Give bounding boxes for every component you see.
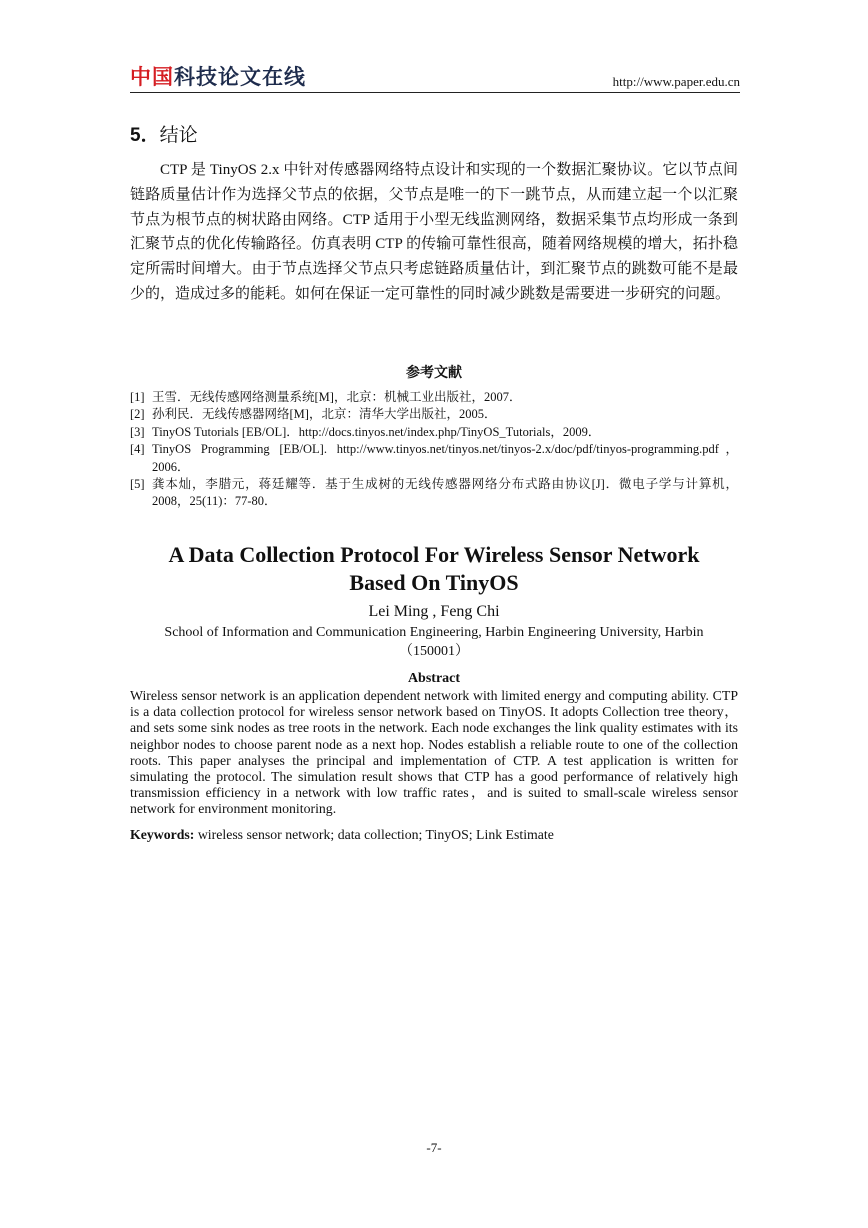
- header-url[interactable]: http://www.paper.edu.cn: [612, 74, 740, 89]
- keywords-line: [130, 826, 738, 843]
- reference-number: [1]: [130, 390, 145, 404]
- keywords-text: wireless sensor network; data collection; TinyOS; Link Estimate: [197, 827, 554, 842]
- english-title-line1: A Data Collection Protocol For Wireless Sensor Network: [168, 542, 700, 567]
- logo-text-part2: 科技论文在线: [174, 65, 306, 89]
- reference-text: 王雪．无线传感网络测量系统[M]，北京：机械工业出版社，2007．: [152, 390, 522, 404]
- abstract-text: Wireless sensor network is an application dependent network with limited energy and computing ability. CTP is a data collection protocol for wireless sensor network based on TinyOS. It adopts Collection tree theory，and sets some sink nodes as tree roots in the network. Each node exchanges the link quality estimates with its neighbor nodes to choose parent node as a next hop. Nodes establish a reliable route to one of the collection roots. This paper analyses the principal and implementation of CTP. A test application is written for simulating the protocol. The simulation result shows that CTP has a good performance of relatively high transmission efficiency in a network with low traffic rates，and is suited to small-scale wireless sensor network for environment monitoring.: [130, 688, 738, 817]
- section-heading: [130, 124, 198, 148]
- journal-logo: [130, 64, 306, 90]
- reference-item-3: [130, 424, 738, 441]
- abstract-heading: Abstract: [407, 671, 461, 686]
- keywords-label: Keywords:: [130, 827, 195, 842]
- reference-text: TinyOS Programming [EB/OL]. http://www.tinyos.net/tinyos.net/tinyos-2.x/doc/pdf/tinyos-programming.pdf，2006．: [152, 442, 738, 474]
- page-number: -7-: [426, 1140, 442, 1155]
- affiliation-line1: School of Information and Communication Engineering, Harbin Engineering University, Harbin: [164, 625, 704, 640]
- reference-number: [4]: [130, 442, 145, 457]
- reference-number: [2]: [130, 407, 145, 422]
- section-title: 结论: [159, 125, 198, 146]
- reference-text: TinyOS Tutorials [EB/OL]．http://docs.tinyos.net/index.php/TinyOS_Tutorials，2009．: [152, 424, 601, 439]
- page-header: [130, 64, 740, 94]
- reference-item-5: [130, 476, 738, 511]
- author-list: Lei Ming , Feng Chi: [368, 603, 500, 620]
- reference-item-4: [130, 441, 738, 476]
- reference-text: 龚本灿，李腊元，蒋廷耀等．基于生成树的无线传感器网络分布式路由协议[J]．微电子学与计算机，2008，25(11)：77-80．: [152, 477, 738, 509]
- reference-number: [3]: [130, 424, 145, 439]
- reference-list: [130, 389, 738, 511]
- reference-number: [5]: [130, 477, 145, 492]
- section-number: 5．: [130, 125, 160, 146]
- english-title-line2: Based On TinyOS: [349, 570, 519, 595]
- author-affiliation: [130, 623, 738, 661]
- english-title: [130, 541, 738, 597]
- reference-text: 孙利民．无线传感器网络[M]，北京：清华大学出版社，2005．: [152, 407, 497, 422]
- references-heading: 参考文献: [406, 365, 462, 381]
- affiliation-line2: （150001）: [399, 644, 469, 659]
- section-paragraph: CTP 是 TinyOS 2.x 中针对传感器网络特点设计和实现的一个数据汇聚协议。它以节点间链路质量估计作为选择父节点的依据，父节点是唯一的下一跳节点，从而建立起一个以汇聚节点为根节点的树状路由网络。CTP 适用于小型无线监测网络，数据采集节点均形成一条到汇聚节点的优化传输路径。仿真表明 CTP 的传输可靠性很高，随着网络规模的增大，拓扑稳定所需时间增大。由于节点选择父节点只考虑链路质量估计，到汇聚节点的跳数可能不是最少的，造成过多的能耗。如何在保证一定可靠性的同时减少跳数是需要进一步研究的问题。: [130, 162, 738, 302]
- reference-item-1: [130, 389, 738, 406]
- logo-text-part1: 中国: [130, 65, 174, 89]
- header-divider: [130, 92, 740, 93]
- reference-item-2: [130, 406, 738, 423]
